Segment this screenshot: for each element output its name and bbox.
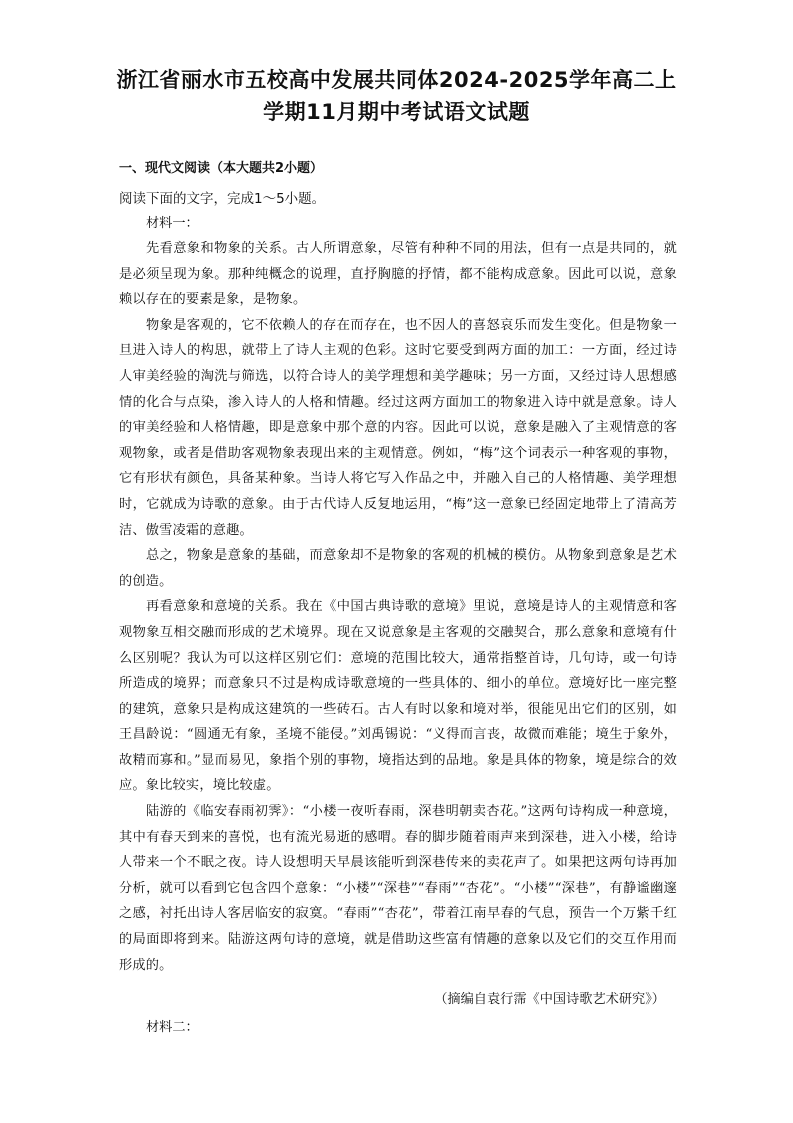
paragraph: 总之，物象是意象的基础，而意象却不是物象的客观的机械的模仿。从物象到意象是艺术的创造。 (119, 548, 677, 589)
material-2-label: 材料二： (146, 1020, 199, 1035)
material-1-label: 材料一： (146, 216, 199, 231)
material-1-body (119, 236, 677, 978)
paragraph: 先看意象和物象的关系。古人所谓意象，尽管有种种不同的用法，但有一点是共同的，就是必须呈现为象。那种纯概念的说理，直抒胸臆的抒情，都不能构成意象。因此可以说，意象赖以存在的要素是象，是物象。 (119, 241, 677, 308)
page-title-line-1: 浙江省丽水市五校高中发展共同体2024-2025学年高二上 (116, 68, 677, 92)
reading-instruction: 阅读下面的文字，完成1～5小题。 (119, 191, 326, 207)
page-title-line-2: 学期11月期中考试语文试题 (263, 100, 530, 124)
paragraph: 再看意象和意境的关系。我在《中国古典诗歌的意境》里说，意境是诗人的主观情意和客观物象互相交融而形成的艺术境界。现在又说意象是主客观的交融契合，那么意象和意境有什么区别呢？我认为可以这样区别它们：意境的范围比较大，通常指整首诗，几句诗，或一句诗所造成的境界；而意象只不过是构成诗歌意境的一些具体的、细小的单位。意境好比一座完整的建筑，意象只是构成这建筑的一些砖石。古人有时以象和境对举，很能见出它们的区别，如王昌龄说：“圆通无有象，圣境不能侵。”刘禹锡说：“义得而言丧，故微而难能；境生于象外，故精而寡和。”显而易见，象指个别的事物，境指达到的品地。象是具体的物象，境是综合的效应。象比较实，境比较虚。 (119, 599, 677, 794)
paragraph: 陆游的《临安春雨初霁》：“小楼一夜听春雨，深巷明朝卖杏花。”这两句诗构成一种意境，其中有春天到来的喜悦，也有流光易逝的感喟。春的脚步随着雨声来到深巷，进入小楼，给诗人带来一个不眠之夜。诗人设想明天早晨该能听到深巷传来的卖花声了。如果把这两句诗再加分析，就可以看到它包含四个意象：“小楼”“深巷”“春雨”“杏花”。“小楼”“深巷”，有静谧幽邃之感，衬托出诗人客居临安的寂寞。“春雨”“杏花”，带着江南早春的气息，预告一个万紫千红的局面即将到来。陆游这两句诗的意境，就是借助这些富有情趣的意象以及它们的交互作用而形成的。 (119, 804, 677, 973)
material-1-source: （摘编自袁行霈《中国诗歌艺术研究》） (434, 992, 665, 1007)
section-heading: 一、现代文阅读（本大题共2小题） (119, 161, 324, 176)
paragraph: 物象是客观的，它不依赖人的存在而存在，也不因人的喜怒哀乐而发生变化。但是物象一旦进入诗人的构思，就带上了诗人主观的色彩。这时它要受到两方面的加工：一方面，经过诗人审美经验的淘洗与筛选，以符合诗人的美学理想和美学趣味；另一方面，又经过诗人思想感情的化合与点染，渗入诗人的人格和情趣。经过这两方面加工的物象进入诗中就是意象。诗人的审美经验和人格情趣，即是意象中那个意的内容。因此可以说，意象是融入了主观情意的客观物象，或者是借助客观物象表现出来的主观情意。例如，“梅”这个词表示一种客观的事物，它有形状有颜色，具备某种象。当诗人将它写入作品之中，并融入自己的人格情趣、美学理想时，它就成为诗歌的意象。由于古代诗人反复地运用，“梅”这一意象已经固定地带上了清高芳洁、傲雪凌霜的意趣。 (119, 317, 677, 538)
